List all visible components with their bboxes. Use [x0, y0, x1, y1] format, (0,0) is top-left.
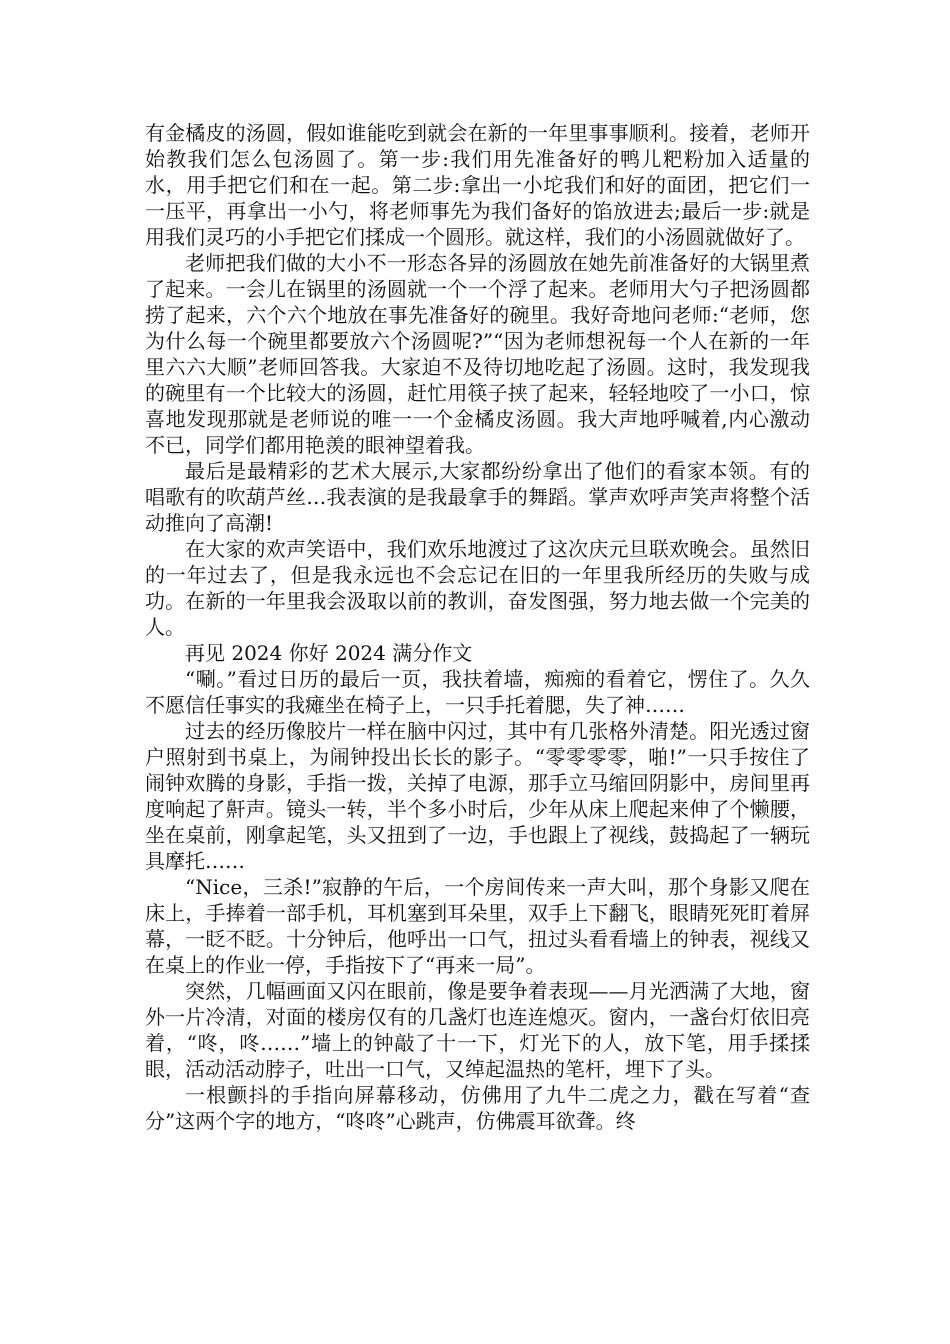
paragraph-night-study: 突然，几幅画面又闪在眼前，像是要争着表现——月光洒满了大地，窗外一片冷清，对面的楼房仅有的几盏灯也连连熄灭。窗内，一盏台灯依旧亮着，“咚，咚……”墙上的钟敲了十一下，灯光下的人，放下笔，用手揉揉眼，活动活动脖子，吐出一口气，又绰起温热的笔杆，埋下了头。	[145, 979, 810, 1081]
paragraph-conclusion: 在大家的欢声笑语中，我们欢乐地渡过了这次庆元旦联欢晚会。虽然旧的一年过去了，但是我永远也不会忘记在旧的一年里我所经历的失败与成功。在新的一年里我会汲取以前的教训，奋发图强，努力地去做一个完美的人。	[145, 537, 810, 639]
paragraph-calendar: “唰。”看过日历的最后一页，我扶着墙，痴痴的看着它，愣住了。久久不愿信任事实的我瘫坐在椅子上，一只手托着腮，失了神……	[145, 667, 810, 717]
paragraph-memories: 过去的经历像胶片一样在脑中闪过，其中有几张格外清楚。阳光透过窗户照射到书桌上，为闹钟投出长长的影子。“零零零零，啪!”一只手按住了闹钟欢腾的身影，手指一拨，关掉了电源，那手立马缩回阴影中，房间里再度响起了鼾声。镜头一转，半个多小时后，少年从床上爬起来伸了个懒腰，坐在桌前，刚拿起笔，头又扭到了一边，手也跟上了视线，鼓捣起了一辆玩具摩托……	[145, 719, 810, 873]
document-page	[145, 120, 810, 1134]
paragraph-check-score: 一根颤抖的手指向屏幕移动，仿佛用了九牛二虎之力，戳在写着“查分”这两个字的地方，“咚咚”心跳声，仿佛震耳欲聋。终	[145, 1083, 810, 1133]
paragraph-gaming: “Nice，三杀!”寂静的午后，一个房间传来一声大叫，那个身影又爬在床上，手捧着一部手机，耳机塞到耳朵里，双手上下翻飞，眼睛死死盯着屏幕，一眨不眨。十分钟后，他呼出一口气，扭过头看看墙上的钟表，视线又在桌上的作业一停，手指按下了“再来一局”。	[145, 875, 810, 977]
paragraph-cooking-tangyuan: 老师把我们做的大小不一形态各异的汤圆放在她先前准备好的大锅里煮了起来。一会儿在锅里的汤圆就一个一个浮了起来。老师用大勺子把汤圆都捞了起来，六个六个地放在事先准备好的碗里。我好奇地问老师:“老师，您为什么每一个碗里都要放六个汤圆呢?”“因为老师想祝每一个人在新的一年里六六大顺”老师回答我。大家迫不及待切地吃起了汤圆。这时，我发现我的碗里有一个比较大的汤圆，赶忙用筷子挟了起来，轻轻地咬了一小口，惊喜地发现那就是老师说的唯一一个金橘皮汤圆。我大声地呼喊着,内心激动不已，同学们都用艳羡的眼神望着我。	[145, 251, 810, 457]
paragraph-tangyuan-steps: 有金橘皮的汤圆，假如谁能吃到就会在新的一年里事事顺利。接着，老师开始教我们怎么包汤圆了。第一步:我们用先准备好的鸭儿粑粉加入适量的水，用手把它们和在一起。第二步:拿出一小坨我们和好的面团，把它们一一压平，再拿出一小勺，将老师事先为我们备好的馅放进去;最后一步:就是用我们灵巧的小手把它们揉成一个圆形。就这样，我们的小汤圆就做好了。	[145, 121, 810, 249]
essay-title: 再见 2024 你好 2024 满分作文	[185, 641, 473, 665]
paragraph-art-show: 最后是最精彩的艺术大展示,大家都纷纷拿出了他们的看家本领。有的唱歌有的吹葫芦丝…我表演的是我最拿手的舞蹈。掌声欢呼声笑声将整个活动推向了高潮!	[145, 459, 810, 535]
